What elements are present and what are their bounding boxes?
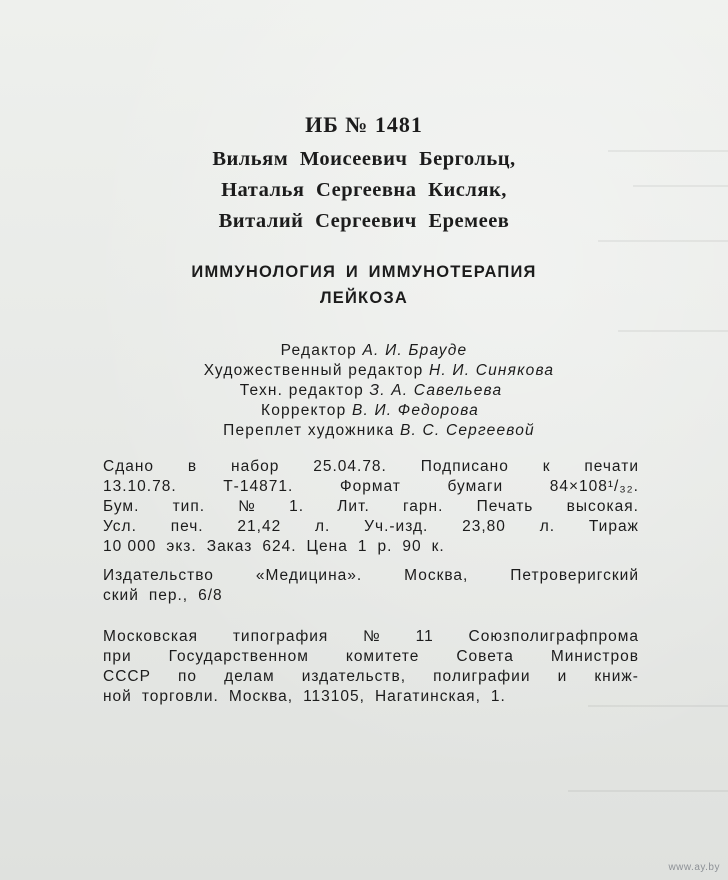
book-title xyxy=(0,259,728,311)
text-line xyxy=(103,627,639,647)
word: печ. xyxy=(170,518,204,535)
text-line xyxy=(103,517,639,537)
printer-paragraph xyxy=(103,627,639,707)
author-line: Вильям Моисеевич Бергольц, xyxy=(212,148,516,170)
credit-row xyxy=(0,381,728,401)
word: Т-14871. xyxy=(223,478,294,495)
ib-number: ИБ № 1481 xyxy=(305,112,423,137)
credit-name: А. И. Брауде xyxy=(362,342,468,359)
word: 13.10.78. xyxy=(103,478,177,495)
word: 1 xyxy=(357,538,368,555)
credits xyxy=(0,341,728,441)
text-line xyxy=(103,457,639,477)
word: ский xyxy=(103,587,139,604)
word: «Медицина». xyxy=(255,567,363,584)
word: комитете xyxy=(345,648,420,665)
word: издательств, xyxy=(301,668,407,685)
word: Союзполиграфпрома xyxy=(468,628,639,645)
credit-role: Техн. редактор xyxy=(239,382,364,399)
word: Государственном xyxy=(168,648,309,665)
word: в xyxy=(187,458,198,475)
word: 84×108¹/₃₂. xyxy=(549,478,639,495)
word: к xyxy=(542,458,551,475)
credit-name: Н. И. Синякова xyxy=(429,362,555,379)
bleed-through-line xyxy=(618,330,728,332)
word: пер., xyxy=(148,587,189,604)
word: торговли. xyxy=(141,688,219,705)
word: при xyxy=(103,648,132,665)
word: 21,42 xyxy=(237,518,282,535)
word: Формат xyxy=(339,478,401,495)
word: печати xyxy=(584,458,639,475)
credit-row xyxy=(0,401,728,421)
word: 624. xyxy=(262,538,297,555)
word: л. xyxy=(315,518,331,535)
word: 25.04.78. xyxy=(313,458,387,475)
word: и xyxy=(557,668,568,685)
credit-name: В. И. Федорова xyxy=(351,402,479,419)
credit-role: Корректор xyxy=(261,402,347,419)
text-line xyxy=(103,687,639,707)
title-line: ЛЕЙКОЗА xyxy=(320,289,408,307)
site-watermark: www.ay.by xyxy=(668,862,720,873)
word: ной xyxy=(103,688,132,705)
word: л. xyxy=(539,518,556,535)
authors xyxy=(0,144,728,237)
word: типография xyxy=(232,628,329,645)
credit-role: Художественный редактор xyxy=(203,362,424,379)
text-line xyxy=(103,647,639,667)
title-line: ИММУНОЛОГИЯ И ИММУНОТЕРАПИЯ xyxy=(191,263,537,281)
text-line xyxy=(103,667,639,687)
text-line xyxy=(103,497,639,517)
word: экз. xyxy=(166,538,197,555)
author-line: Виталий Сергеевич Еремеев xyxy=(218,210,510,232)
text-line xyxy=(103,477,639,497)
word: по xyxy=(178,668,198,685)
bleed-through-line xyxy=(568,790,728,792)
word: Совета xyxy=(456,648,514,665)
credit-name: З. А. Савельева xyxy=(369,382,503,399)
word: Тираж xyxy=(588,518,639,535)
word: делам xyxy=(224,668,275,685)
word: книж- xyxy=(594,668,639,685)
word: р. xyxy=(377,538,393,555)
print-data-paragraph xyxy=(103,457,639,557)
word: Заказ xyxy=(206,538,253,555)
word: высокая. xyxy=(566,498,639,515)
credit-role: Переплет художника xyxy=(223,422,395,439)
word: Подписано xyxy=(420,458,509,475)
word: 1. xyxy=(289,498,305,515)
word: Нагатинская, xyxy=(374,688,481,705)
word: к. xyxy=(431,538,445,555)
word: Москва, xyxy=(228,688,294,705)
word: № xyxy=(363,628,381,645)
word: Усл. xyxy=(103,518,137,535)
credit-row xyxy=(0,421,728,441)
word: 113105, xyxy=(303,688,365,705)
word: Московская xyxy=(103,628,198,645)
publisher-paragraph xyxy=(103,566,639,606)
word: Москва, xyxy=(404,567,469,584)
word: тип. xyxy=(172,498,206,515)
word: Цена xyxy=(306,538,348,555)
bleed-through-line xyxy=(598,240,728,242)
credit-name: В. С. Сергеевой xyxy=(399,422,535,439)
word: Уч.-изд. xyxy=(364,518,429,535)
word: Печать xyxy=(476,498,534,515)
text-line xyxy=(103,537,639,557)
word: 23,80 xyxy=(462,518,506,535)
word: Министров xyxy=(550,648,639,665)
word: 90 xyxy=(402,538,422,555)
word: набор xyxy=(231,458,280,475)
word: Лит. xyxy=(337,498,370,515)
word: Петроверигский xyxy=(510,567,639,584)
credit-row xyxy=(0,361,728,381)
author-line: Наталья Сергеевна Кисляк, xyxy=(221,179,507,201)
word: 10 000 xyxy=(103,538,157,555)
word: 6/8 xyxy=(198,587,223,604)
word: Бум. xyxy=(103,498,140,515)
word: гарн. xyxy=(402,498,444,515)
word: № xyxy=(238,498,256,515)
word: бумаги xyxy=(447,478,504,495)
word: Сдано xyxy=(103,458,155,475)
word: 11 xyxy=(415,628,434,645)
word: Издательство xyxy=(103,567,214,584)
text-line xyxy=(103,566,639,586)
credit-role: Редактор xyxy=(280,342,357,359)
credit-row xyxy=(0,341,728,361)
text-line xyxy=(103,586,639,606)
word: 1. xyxy=(490,688,506,705)
word: СССР xyxy=(103,668,151,685)
word: полиграфии xyxy=(433,668,531,685)
